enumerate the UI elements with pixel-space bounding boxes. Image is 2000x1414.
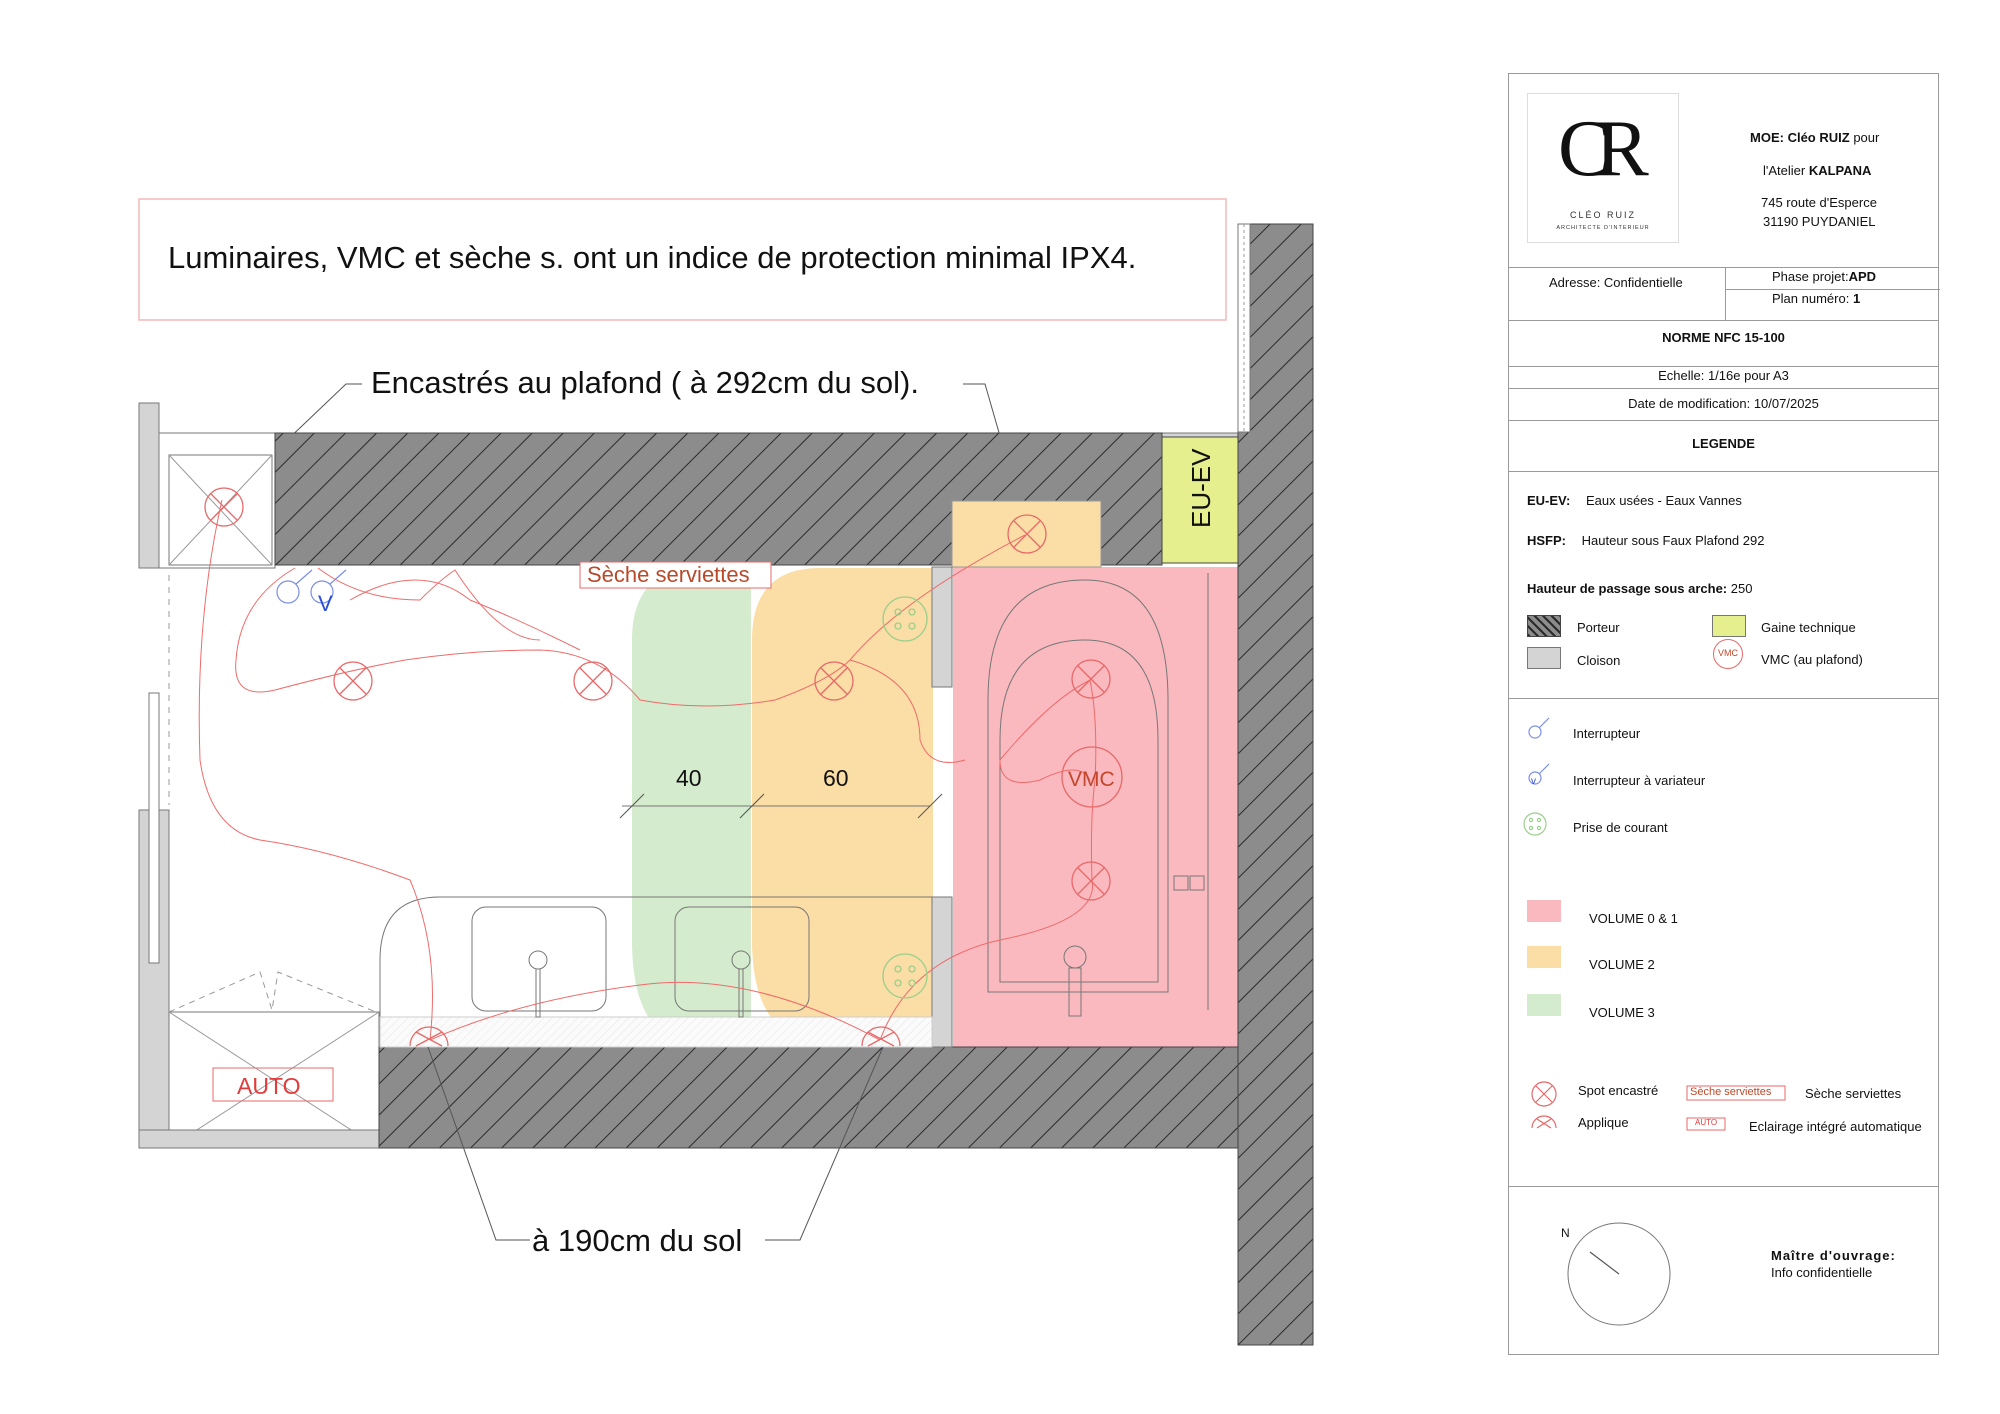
passage-value: 250	[1730, 581, 1753, 596]
cloison-swatch	[1527, 647, 1561, 669]
spot-icon	[334, 662, 372, 700]
divider	[1509, 320, 1938, 321]
maitre-label: Maître d'ouvrage:	[1771, 1248, 1896, 1263]
gaine-swatch	[1712, 615, 1746, 637]
legend-gaine: Gaine technique	[1761, 620, 1856, 635]
echelle: Echelle: 1/16e pour A3	[1658, 368, 1789, 383]
moe-prefix: MOE:	[1750, 130, 1784, 145]
adresse: Adresse: Confidentielle	[1549, 275, 1683, 290]
sink-left-drain	[529, 951, 547, 969]
divider	[1509, 267, 1938, 268]
moe-line	[1750, 130, 1879, 145]
north-arrow	[1559, 1214, 1679, 1334]
atelier-prefix: l'Atelier	[1763, 163, 1806, 178]
closet-door-swing	[169, 972, 376, 1012]
switch-legend-icon	[1529, 718, 1549, 738]
socket-legend-icon	[1524, 813, 1546, 835]
switch-icon	[277, 570, 312, 603]
left-partition-top	[139, 403, 159, 568]
wall-note: à 190cm du sol	[532, 1223, 743, 1258]
v-divider	[1725, 267, 1726, 320]
bottom-load-wall	[379, 1047, 1238, 1148]
legend-title: LEGENDE	[1692, 436, 1755, 451]
volume2-swatch	[1527, 946, 1561, 968]
legend-spot: Spot encastré	[1578, 1083, 1659, 1098]
ceiling-note: Encastrés au plafond ( à 292cm du sol).	[371, 365, 919, 400]
center-partition-bottom	[932, 897, 952, 1047]
divider	[1509, 1186, 1938, 1187]
sink-left	[472, 907, 606, 1011]
atelier-name: KALPANA	[1808, 163, 1872, 178]
euev-text: Eaux usées - Eaux Vannes	[1585, 493, 1742, 508]
logo-monogram: CR	[1558, 105, 1633, 193]
divider	[1509, 366, 1938, 367]
volume01-swatch	[1527, 900, 1561, 922]
legend-seche-icon: Sèche serviettes	[1690, 1086, 1772, 1098]
norme: NORME NFC 15-100	[1662, 330, 1785, 345]
legend-auto-icon: AUTO	[1695, 1118, 1718, 1127]
logo-sub: ARCHITECTE D'INTERIEUR	[1556, 225, 1650, 231]
euev-abbr: EU-EV:	[1527, 493, 1571, 508]
divider	[1509, 420, 1938, 421]
title-block	[1508, 73, 1939, 1355]
auto-light-label: AUTO	[237, 1073, 301, 1099]
legend-interrupteur-var: Interrupteur à variateur	[1573, 773, 1706, 788]
switch-icons	[277, 570, 346, 603]
vmc-legend-icon	[1713, 639, 1743, 669]
logo	[1527, 93, 1679, 243]
maitre-value: Info confidentielle	[1771, 1265, 1873, 1280]
legend-passage	[1527, 581, 1752, 596]
legend-prise: Prise de courant	[1573, 820, 1668, 835]
address-1: 745 route d'Esperce	[1761, 195, 1877, 210]
hsfp-text: Hauteur sous Faux Plafond 292	[1581, 533, 1765, 548]
dim-40: 40	[676, 765, 702, 791]
center-partition-top	[932, 567, 952, 687]
passage-label: Hauteur de passage sous arche:	[1527, 581, 1728, 596]
plan-label: Plan numéro:	[1772, 291, 1850, 306]
legend-applique: Applique	[1578, 1115, 1629, 1130]
north-label: N	[1561, 1226, 1570, 1240]
plan-line	[1772, 291, 1860, 306]
legend-hsfp	[1527, 533, 1764, 548]
applique-legend-icon	[1532, 1116, 1556, 1128]
spot-icon	[574, 662, 612, 700]
plan-value: 1	[1852, 291, 1861, 306]
divider	[1509, 471, 1938, 472]
dim-60: 60	[823, 765, 849, 791]
address-2: 31190 PUYDANIEL	[1763, 214, 1876, 229]
legend-seche: Sèche serviettes	[1805, 1086, 1902, 1101]
divider	[1509, 388, 1938, 389]
phase-value: APD	[1848, 269, 1877, 284]
legend-volume2: VOLUME 2	[1589, 957, 1655, 972]
vanity-front-strip	[380, 1017, 932, 1047]
legend-vmc: VMC (au plafond)	[1761, 652, 1863, 667]
legend-euev	[1527, 493, 1742, 508]
sink-left-faucet	[536, 969, 540, 1017]
legend-porteur: Porteur	[1577, 620, 1620, 635]
legend-cloison: Cloison	[1577, 653, 1621, 668]
bottom-wall-left	[139, 1130, 379, 1148]
legend-volume01: VOLUME 0 & 1	[1589, 911, 1678, 926]
phase-label: Phase projet:	[1772, 269, 1849, 284]
divider	[1725, 289, 1940, 290]
ipx4-note: Luminaires, VMC et sèche s. ont un indice de protection minimal IPX4.	[168, 240, 1137, 275]
moe-name: Cléo RUIZ	[1787, 130, 1850, 145]
vmc-label: VMC	[1068, 768, 1115, 791]
porteur-swatch	[1527, 615, 1561, 637]
dimmer-legend-v: v	[1531, 776, 1536, 787]
left-window-frame	[149, 693, 159, 963]
volume3-swatch	[1527, 994, 1561, 1016]
towel-dryer-label: Sèche serviettes	[587, 562, 750, 587]
hsfp-abbr: HSFP:	[1527, 533, 1566, 548]
legend-auto: Eclairage intégré automatique	[1749, 1119, 1922, 1134]
dimmer-v-label: V	[318, 591, 333, 616]
logo-name: CLÉO RUIZ	[1569, 210, 1636, 220]
date-modification: Date de modification: 10/07/2025	[1628, 396, 1819, 411]
euev-label: EU-EV	[1186, 448, 1216, 528]
legend-interrupteur: Interrupteur	[1573, 726, 1641, 741]
atelier-line	[1763, 163, 1871, 178]
spot-legend-icon	[1532, 1082, 1556, 1106]
moe-suffix: pour	[1853, 130, 1880, 145]
legend-volume3: VOLUME 3	[1589, 1005, 1655, 1020]
vmc-legend-icon-text: VMC	[1718, 648, 1738, 658]
phase-line	[1772, 269, 1876, 284]
